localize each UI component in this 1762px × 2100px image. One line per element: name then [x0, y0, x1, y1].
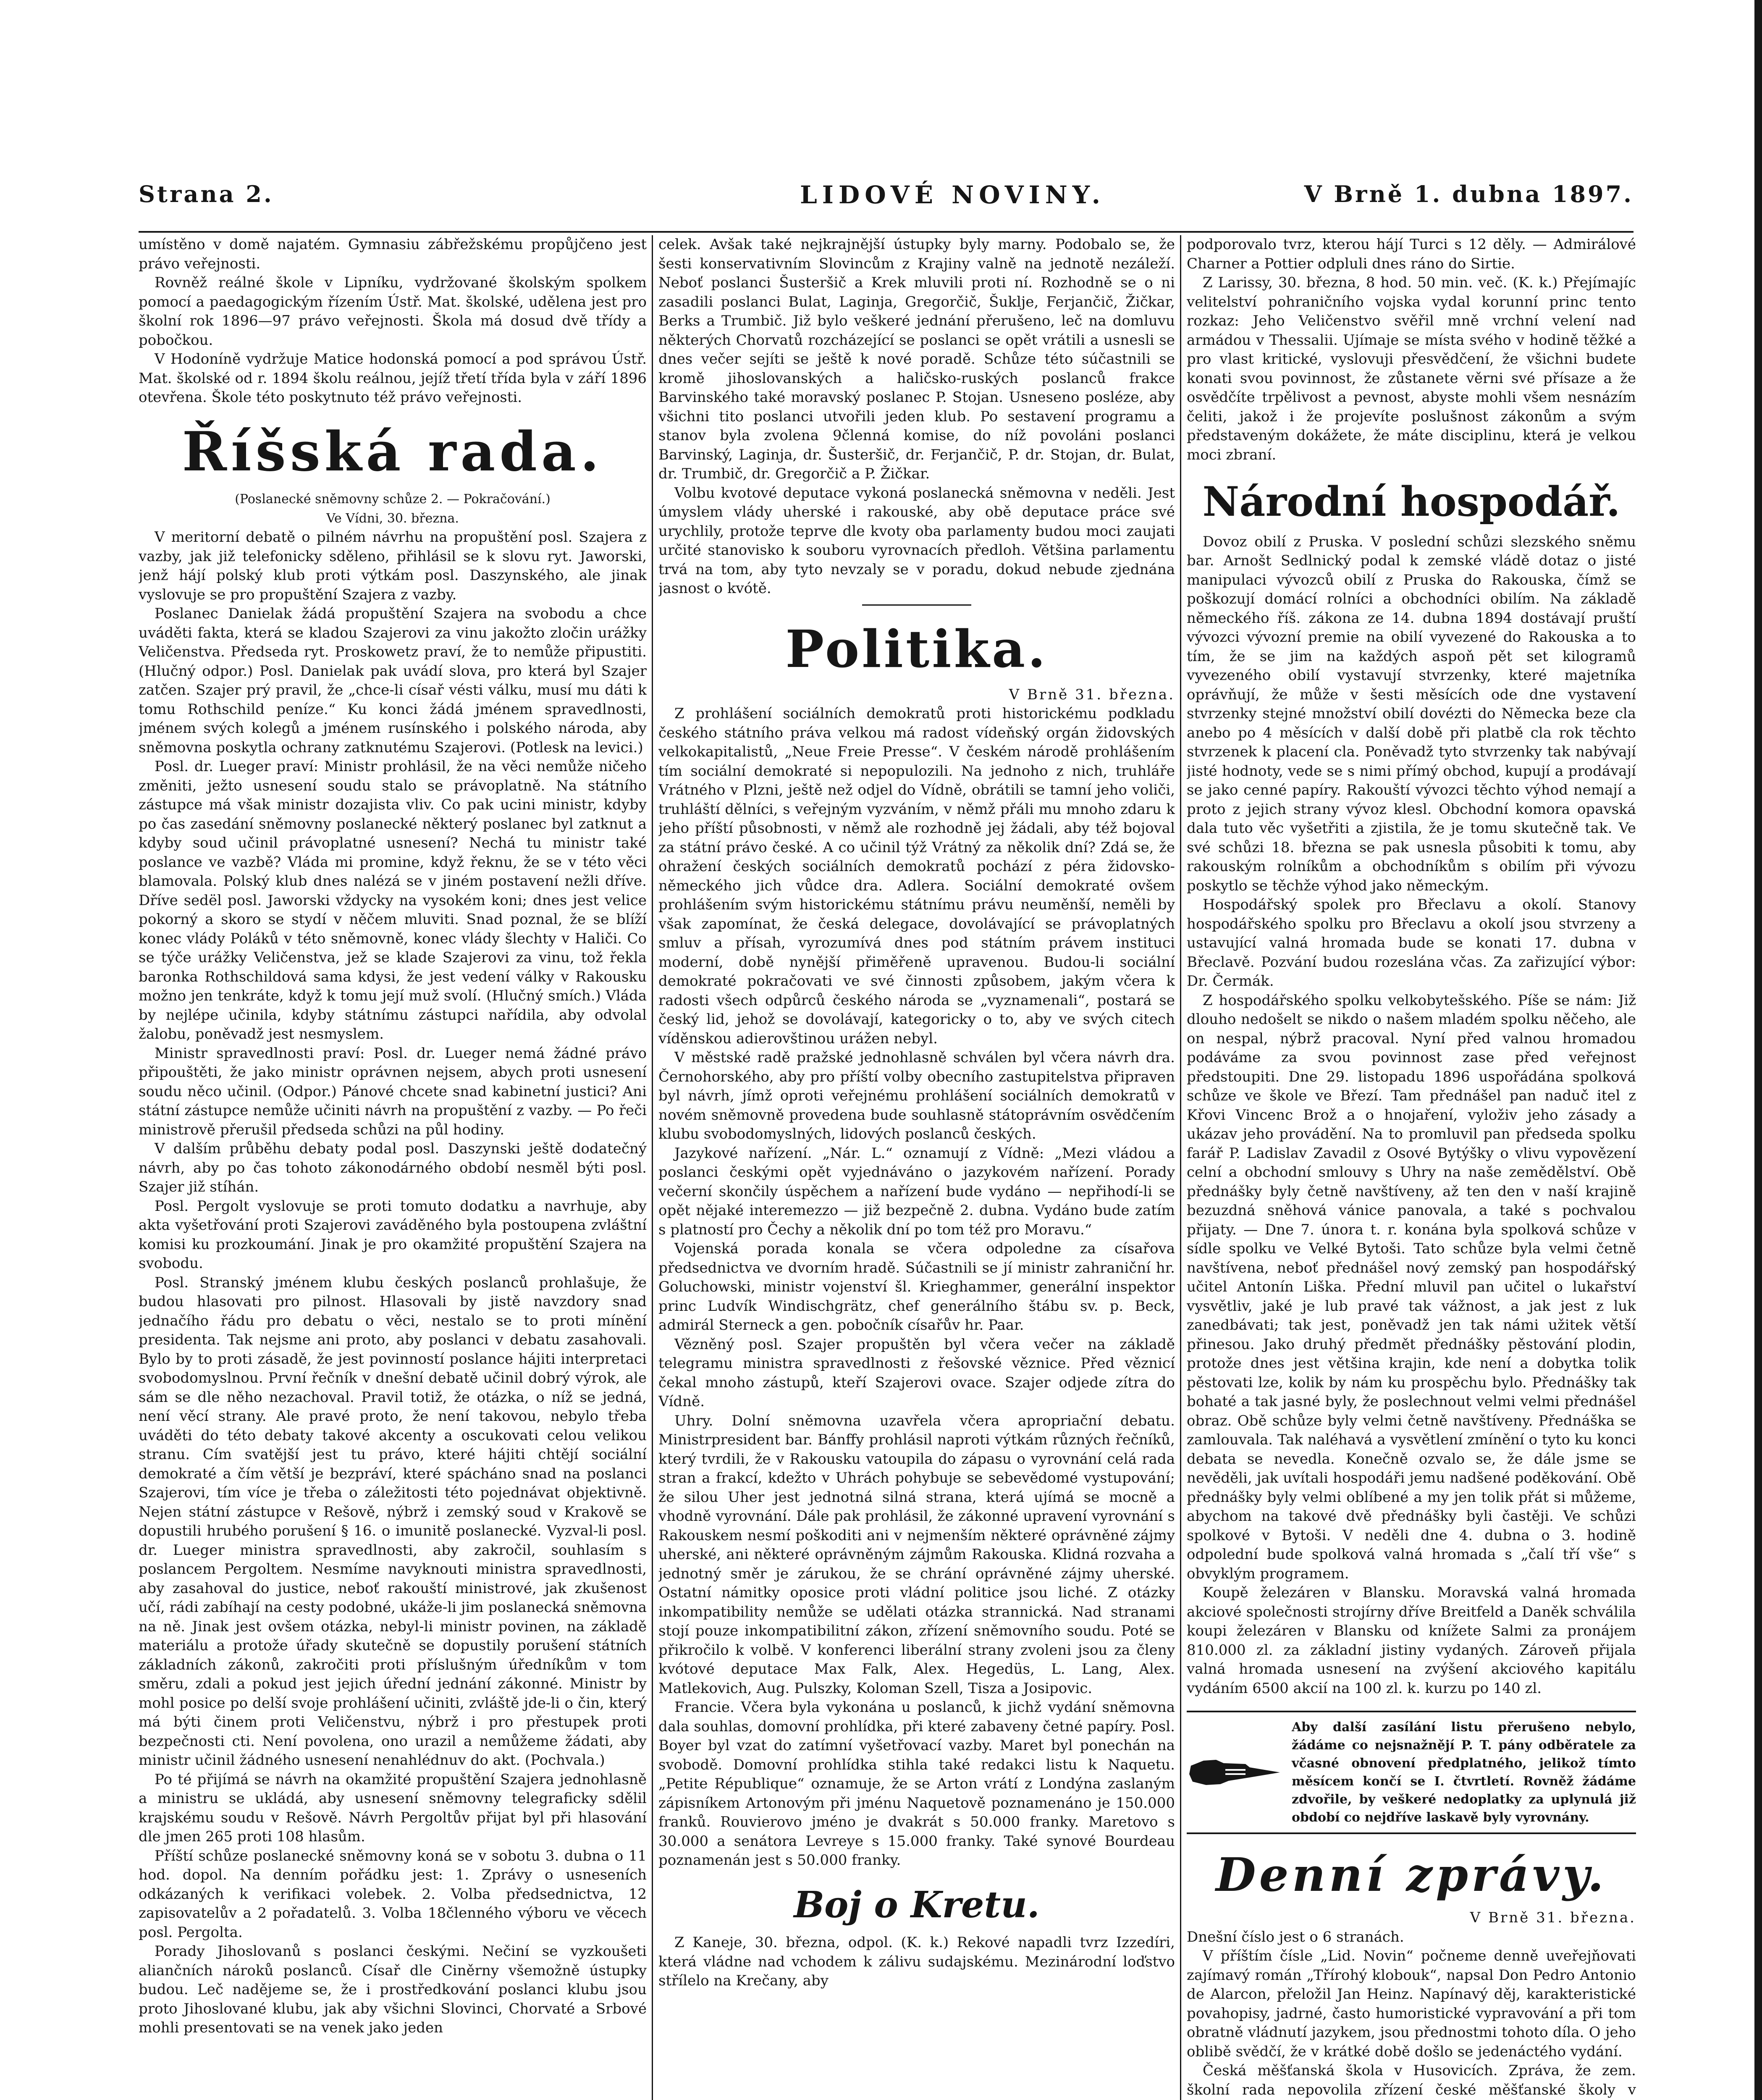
article-paragraph: Z Larissy, 30. března, 8 hod. 50 min. več. (K. k.) Přejímajíc velitelství pohraničního vojska vydal korunní princ tento rozkaz: Jeho Veličenstvo svěřil mně vrchní velení nad armádou v Thessalii. Ujímaje se místa svého v hodině těžké a pro vlast kritické, vyslovuji přesvědčení, že všichni budete konati svou povinnost, že zůstanete věrni své přísaze a že osvědčíte trpělivost a pevnost, abyste mohli všem nesnázím čeliti, jakož i že projevíte poslušnost zákonům a svým představeným dokážete, že máte disciplinu, která je velkou moci zbraní. [1187, 274, 1636, 463]
article-paragraph: Z hospodářského spolku velkobytešského. Píše se nám: Již dlouho nedošelt se nikdo o našem mladém spolku něčeho, ale on nespal, nýbrž pracoval. Nyní před valnou hromadou podáváme za svou povinnost zase před veřejnost předstoupiti. Dne 29. listopadu 1896 uspořádána spolková schůze ve škole ve Březí. Tam přednášel pan naduč itel z Křovi Vincenc Brož a o hnojaření, vyloživ jeho zásady a ukázav jeho provádění. Na to promluvil pan předseda spolku farář P. Ladislav Zavadil z Osové Bytýšky o vlivu vypovězení celní a obchodní smlouvy s Uhry na naše zemědělství. Obě přednášky byly četně navštíveny, až ten den v naší krajině bezuzdná sněhová vánice panovala, a také s pochvalou přijaty. — Dne 7. února t. r. konána byla spolková schůze v sídle spolku ve Velké Bytoši. Tato schůze byla velmi četně navštívena, neboť přednášel nový zemský pan hospodářský učitel Antonín Liška. Přední mluvil pan učitel o lukařství vysvětliv, jaké je lub pravé tak vážnost, a jak jest z luk zanedbávati; tak jest, poněvadž jen tak námi užitek větší přinesou. Jako druhý předmět přednášky pěstování plodin, protože dnes jest většina krajin, kde není a dobytka tolik pěstovati lze, kolik by nám ku prospěchu bylo. Přednášky tak bohaté a tak jasné byly, že poslechnout velmi velmi přednášel obraz. Obě schůze byly velmi četně navštíveny. Přednáška se zamlouvala. Tak naléhavá a vysvětlení zmínění o tyto ku konci debata se nevedla. Konečně ozvalo se, že dále jsme se nevěděli, jak uvítali hospodáři jemu nadšené poděkování. Obě přednášky byly velmi oblíbené a my jen tolik přát si můžeme, abychom na takové dvě přednášky byli častěji. Ve schůzi spolkové v Bytoši. V neděli dne 4. dubna o 3. hodině odpolední bude spolková valná hromada s „čalí tří vše“ s obvyklým programem. [1187, 992, 1636, 1582]
notice-text: Aby další zasílání listu přerušeno nebylo, žádáme co nejsnažnějí P. T. pány odběratele za včasné obnovení předplatného, jelikož tímto měsícem končí se I. čtvrtletí. Rovněž žádáme zdvořile, by veškeré nedoplatky za uplynulá již období co nejdříve laskavě byly vyrovnány. [1292, 1720, 1636, 1825]
section-heading-narodni-hospodar: Národní hospodář. [1202, 478, 1620, 525]
article-paragraph: Z prohlášení sociálních demokratů proti historickému podkladu českého státního práva velkou má radost vídeňský orgán židovských velkokapitalistů, „Neue Freie Presse“. V českém národě prohlášením tím sociální demokraté si nepopulozili. Na jednoho z nich, truhláře Vrátného v Plzni, ještě než odjel do Vídně, obrátili se tamní jeho voliči, truhláští dělníci, s veřejným vyzváním, v němž přáli mu mnoho zdaru k jeho příští působnosti, v němž ale rozhodně jej žádali, aby též bojoval za státní právo české. A co učinil týž Vrátný za několik dní? Zdá se, že ohražení českých sociálních demokratů pochází z péra židovsko-německého jich vůdce dra. Adlera. Sociální demokraté ovšem prohlášením svým historickému státnímu právu neuměnší, neměli by však zapomínat, že česká delegace, dovolávající se právoplatných smluv a přísah, vyrozumívá dnes pod státním právem instituci moderní, době nynější přiměřeně upravenou. Budou-li sociální demokraté pokračovati ve své činnosti způsobem, jakým včera k radosti všech odpůrců českého národa se „vyznamenali“, postará se český lid, jehož se dovolávají, kategoricky o to, aby ve svých citech víděnskou adierovštinou urážen nebyl. [658, 705, 1175, 1047]
article-paragraph: Z Kaneje, 30. března, odpol. (K. k.) Rekové napadli tvrz Izzedíri, která vládne nad vchodem k zálivu sudajskému. Mezinárodní loďstvo střílelo na Krečany, aby [658, 1934, 1175, 1990]
article-paragraph: Porady Jihoslovanů s poslanci českými. Nečiní se vyzkoušeti aliančních nároků poslanců. Císař dle Ciněrny všemožně ústupky budou. Leč nadějeme se, že i prostředkování poslanci klubu jsou proto Jihoslované klubu, jak aby všichni Slovinci, Chorvaté a Srbové mohli presentovati se na venek jako jeden [139, 1943, 647, 2037]
article-paragraph: Česká měšťanská škola v Husovicích. Zpráva, že zem. školní rada nepovolila zřízení české měšťanské školy v [1187, 2062, 1636, 2098]
section-dateline: Ve Vídni, 30. března. [326, 511, 459, 526]
article-paragraph: Posl. Pergolt vyslovuje se proti tomuto dodatku a navrhuje, aby akta vyšetřování proti Szajerovi zaváděného byla postoupena zvláštní komisi ku prozkoumání. Jinak je pro okamžité propuštění Szajera na svobodu. [139, 1197, 647, 1272]
section-dateline: V Brně 31. března. [1009, 686, 1175, 703]
article-paragraph: Po té přijímá se návrh na okamžité propuštění Szajera jednohlasně a ministru se ukládá, aby usnesení sněmovny telegraficky sdělil krajskému soudu v Rešově. Návrh Pergoltův přijat byl při hlasování dle jmen 265 proti 108 hlasům. [139, 1771, 647, 1845]
page-label: Strana 2. [139, 181, 274, 207]
article-paragraph: Poslanec Danielak žádá propuštění Szajera na svobodu a chce uváděti fakta, která se kladou Szajerovi za vinu jakožto zločin urážky Veličenstva. Předseda ryt. Proskowetz praví, že to nemůže připustiti. (Hlučný odpor.) Posl. Danielak pak uvádí slova, pro která byl Szajer zatčen. Szajer prý pravil, že „chce-li císař vésti válku, musí mu dáti k tomu Rothschild peníze.“ Ku konci žádá jménem spravedlnosti, jménem svých kolegů a jménem rusínského i polského národa, aby sněmovna poskytla ochrany zatknutému Szajerovi. (Potlesk na levici.) [139, 605, 647, 756]
pointing-hand-icon [1187, 1756, 1283, 1789]
article-paragraph: V dalším průběhu debaty podal posl. Daszynski ještě dodatečný návrh, aby po čas tohoto zákonodárného období nesměl býti posl. Szajer již stíhán. [139, 1140, 647, 1196]
article-paragraph: V městské radě pražské jednohlasně schválen byl včera návrh dra. Černohorského, aby pro příští volby obecního zastupitelstva připraven byl návrh, jímž oproti veřejnému prohlášení sociálních demokratů v novém sněmovně provedena bude souhlasně státoprávním osvědčením klubu svobodomyslných, lidových poslanců českých. [658, 1049, 1175, 1143]
article-paragraph: celek. Avšak také nejkrajnější ústupky byly marny. Podobalo se, že šesti konservativním Slovincům z Krajiny valně na jednotě nezáleží. Neboť poslanci Šusteršič a Krek mluvili proti ní. Rozhodně se o ni zasadili poslanci Bulat, Laginja, Gregorčič, Šuklje, Ferjančič, Žičkar, Berks a Trumbič. Již bylo veškeré jednání přerušeno, leč na domluvu některých Chorvatů rozcházející se poslanci se opět vrátili a usnesli se dnes večer sejíti se ještě k nové poradě. Schůze této súčastnili se kromě jihoslovanských a haličsko-ruských poslanců frakce Barvinského také moravský poslanec P. Stojan. Usneseno posléze, aby všichni tito poslanci utvořili jeden klub. Po sestavení programu a stanov byla zvolena 9členná komise, do níž povoláni poslanci Barvinský, Laginja, dr. Šusteršič, dr. Ferjančič, P. dr. Stojan, dr. Bulat, dr. Trumbič, dr. Gregorčič a P. Žičkar. [658, 236, 1175, 482]
section-heading-risska-rada: Říšská rada. [182, 420, 603, 483]
column-divider [652, 235, 653, 2100]
article-paragraph: Hospodářský spolek pro Břeclavu a okolí. Stanovy hospodářského spolku pro Břeclavu a okolí jsou stvrzeny a ustavující valná hromada bude se konati 17. dubna v Břeclavě. Pozvání budou rozeslána včas. Za zařizující výbor: Dr. Čermák. [1187, 896, 1636, 990]
article-paragraph: Koupě železáren v Blansku. Moravská valná hromada akciové společnosti strojírny dříve Breitfeld a Daněk schválila koupi železáren v Blansku od knížete Salmi za pronájem 810.000 zl. za základní jistiny vydaných. Zároveň přijala valná hromada usnesení na zvýšení akciového kapitálu vydáním 6500 akcií na 100 zl. k. kurzu po 140 zl. [1187, 1584, 1636, 1697]
article-paragraph: Vojenská porada konala se včera odpoledne za císařova předsednictva ve dvorním hradě. Súčastnili se jí ministr zahraniční hr. Goluchowski, ministr vojenství šl. Krieghammer, generální inspektor princ Ludvík Windischgrätz, chef generálního štábu sv. p. Beck, admirál Sterneck a gen. pobočník císařův hr. Paar. [658, 1240, 1175, 1334]
article-paragraph: podporovalo tvrz, kterou hájí Turci s 12 děly. — Admirálové Charner a Pottier odpluli dnes ráno do Sirtie. [1187, 236, 1636, 272]
article-paragraph: V příštím čísle „Lid. Novin“ počneme denně uveřejňovati zajímavý román „Třírohý klobouk“, napsal Don Pedro Antonio de Alarcon, přeložil Jan Heinz. Napínavý děj, karakteristické povahopisy, jadrné, často humoristické vypravování a při tom obratně vládnutí jazykem, jsou přednostmi tohoto díla. O jeho oblibě svědčí, že v krátké době došlo se jedenáctého vydání. [1187, 1948, 1636, 2060]
article-paragraph: Posl. Stranský jménem klubu českých poslanců prohlašuje, že budou hlasovati pro pilnost. Hlasovali by jistě navzdory snad jednačího řádu pro debatu o věci, nestalo se to proti mínění presidenta. Tak nejsme ani proto, aby poslanci v debatu zasahovali. Bylo by to proti zásadě, že jest povinností poslance hájiti interpretaci svobodomyslnou. První řečník v dnešní debatě učinil dobrý výrok, ale sám se dle něho nezachoval. Pravil totiž, že otázka, o níž se jedná, není věcí strany. Ale pravé proto, že není takovou, nebylo třeba uváděti do této debaty takové akcenty a oscukovati celou velikou stranu. Cím svatější jest tu právo, které hájiti chtějí sociální demokraté a čím větší je bezpráví, které spácháno snad na poslanci Szajerovi, tím více je třeba o záležitosti této pojednávat objektivně. Nejen státní zástupce v Rešově, nýbrž i zemský soud v Krakově se dopustili hrubého porušení § 16. o imunitě poslanecké. Vyzval-li posl. dr. Lueger ministra spravedlnosti, aby zakročil, souhlasím s poslancem Pergoltem. Nesmíme navyknouti ministra spravedlnosti, aby zasahoval do justice, neboť rakouští ministrové, jak zkušenost učí, rádi zabíhají na cesty podobné, ukáže-li jim poslanecká sněmovna na ně. Jinak jest ovšem otázka, nebyl-li ministr povinen, na základě materiálu a protože úřady skutečně se dopustily porušení státních základních zákonů, zakročiti proti příslušným úředníkům v tom směru, zdali a pokud jest jejich úřední jednání zákonné. Ministr by mohl posice po delší svoje prohlášení učiniti, zvláště jde-li o čin, který má býti činem proti Veličenstvu, nýbrž i pro přestupek proti bezpečnosti cti. Není povolena, ono urazil a nemůžeme žádati, aby ministr učinil žádného usnesení nenahlédnuv do akt. (Pochvala.) [139, 1274, 647, 1769]
section-divider [862, 604, 971, 606]
scan-edge-line [1754, 0, 1762, 2100]
subscription-notice [1187, 1711, 1636, 1834]
article-paragraph: Volbu kvotové deputace vykoná poslanecká sněmovna v neděli. Jest úmyslem vlády uherské i rakouské, aby obě deputace práce své urychlily, protože teprve dle kvoty oba parlamenty budou moci zaujati určité stanovisko k souboru vyrovnacích předloh. Většina parlamentu trvá na tom, aby tyto nevzaly se v poradu, dokud nebude zjednána jasnost o kvótě. [658, 484, 1175, 597]
page-header [139, 181, 1634, 233]
section-dateline: V Brně 31. března. [1470, 1909, 1636, 1927]
article-paragraph: Posl. dr. Lueger praví: Ministr prohlásil, že na věci nemůže ničeho změniti, ježto usnesení soudu stalo se právoplatně. Na státního zástupce má však ministr dozajista vliv. Co pak ucini ministr, kdyby po čas zasedání sněmovny poslanecké některý poslanec byl zatknut a kdyby soud učinil právoplatné usnesení? Nechá tu ministr také poslance ve vazbě? Vláda mi promine, když řeknu, že se v této věci blamovala. Polský klub dnes nalézá se v jiném postavení nežli dříve. Dříve sedël posl. Jaworski vždycky na vysokém koni; dnes jest velice pokorný a skoro se stydí v něčem mluviti. Snad poznal, že se blíží konec vlády Poláků v této sněmovně, konec vlády šlechty v Haliči. Co se týče urážky Veličenstva, jež se klade Szajerovi za vinu, tož řekla baronka Rothschildová sama kdysi, že jest vedení války v Rakousku možno jen tenkráte, když k tomu její muž svolí. (Hlučný smích.) Vláda by nejlépe učinila, kdyby státnímu zástupci nařídila, aby odvolal žalobu, poněvadž jest nesmyslem. [139, 758, 647, 1043]
article-paragraph: Francie. Včera byla vykonána u poslanců, k jichž vydání sněmovna dala souhlas, domovní prohlídka, při které zabaveny četné papíry. Posl. Boyer byl vzat do zatímní vyšetřovací vazby. Maret byl ponechán na svobodě. Domovní prohlídka stihla také redakci listu k Naquetu. „Petite République“ oznamuje, že se Arton vrátí z Londýna zaslaným zápisníkem Artonovým při jménu Naquetově poznamenáno je 150.000 franků. Rouvierovo jméno je dvakrát s 50.000 franky. Maretovo s 30.000 a senátora Levreye s 15.000 franky. Také synové Bourdeau poznamenán jest s 50.000 franky. [658, 1699, 1175, 1869]
article-paragraph: Rovněž reálné škole v Lipníku, vydržované školským spolkem pomocí a paedagogickým řízením Ústř. Mat. školské, udělena jest pro školní rok 1896—97 právo veřejnosti. Škola má dosud dvě třídy a pobočkou. [139, 274, 647, 349]
article-paragraph: Ministr spravedlnosti praví: Posl. dr. Lueger nemá žádné právo připouštěti, že jako ministr oprávnen nejsem, abych proti usnesení soudu něco učinil. (Odpor.) Pánové chcete snad kabinetní justici? Ani státní zástupce nemůže učiniti návrh na propuštění z vazby. — Po řeči ministrově přerušil předseda schůzi na půl hodiny. [139, 1045, 647, 1138]
article-paragraph: Příští schůze poslanecké sněmovny koná se v sobotu 3. dubna o 11 hod. dopol. Na denním pořádku jest: 1. Zprávy o usneseních odkázaných k verifikaci volebek. 2. Volba předsednictva, 12 zapisovatelův a 2 pořadatelů. 3. Volba 18členného výboru ve věcech posl. Pergolta. [139, 1847, 647, 1941]
article-paragraph: Jazykové nařízení. „Nár. L.“ oznamují z Vídně: „Mezi vládou a poslanci českými opět vyjednáváno o jazykovém nařízení. Porady večerní skončily úspěchem a nařízení bude vydáno — nepřihodí-li se opět nějaké interemezzo — již bezpečně 2. dubna. Vydáno bude zatím s platností pro Čechy a několik dní po tom též pro Moravu.“ [658, 1144, 1175, 1238]
article-paragraph: Dnešní číslo jest o 6 stranách. [1187, 1928, 1404, 1945]
column-divider [1180, 235, 1181, 2100]
masthead: LIDOVÉ NOVINY. [800, 181, 1105, 209]
article-paragraph: Uhry. Dolní sněmovna uzavřela včera apropriační debatu. Ministrpresident bar. Bánffy prohlásil naproti výtkám různých řečníků, který tvrdili, že v Rakousku vatoupila do zápasu o vyrovnání celá rada stran a frakcí, kdežto v Uhrách pohybuje se sebevědomé vystupování; že silou Uher jest jednotná silná strana, která ujímá se mocně a vhodně vyrovnání. Dále pak prohlásil, že zákonné upravení vyrovnání s Rakouskem nesmí poškoditi ani v nejmenším některé oprávněné zájmy uherské, ani některé oprávněným zájmům Rakouska. Klidná rozvaha a jednotný směr je zárukou, že se chrání oprávněné zájmy uherské. Ostatní námitky oposice proti vládní politice jsou liché. Z otázky inkompatibility nemůže se udělati otázka strannická. Nad stranami stojí pouze inkompatibilitní zákon, zřízení sněmovního soudu. Poté se přikročilo k volbě. V konferenci liberální strany zvoleni jsou za členy kvótové deputace Max Falk, Alex. Hegedüs, L. Lang, Alex. Matlekovich, Aug. Pulszky, Koloman Szell, Tisza a Josipovic. [658, 1412, 1175, 1697]
section-heading-boj-o-kretu: Boj o Kretu. [794, 1883, 1040, 1926]
issue-date: V Brně 1. dubna 1897. [1304, 181, 1634, 207]
section-heading-denni-zpravy: Denní zprávy. [1216, 1848, 1607, 1902]
column-3 [1187, 235, 1636, 2100]
column-1 [139, 235, 647, 2100]
article-paragraph: V Hodoníně vydržuje Matice hodonská pomocí a pod správou Ústř. Mat. školské od r. 1894 školu reálnou, jejíž třetí třída byla v září 1896 otevřena. Škole této poskytnuto též právo veřejnosti. [139, 351, 647, 406]
column-2 [658, 235, 1175, 2100]
article-paragraph: Dovoz obilí z Pruska. V poslední schůzi slezského sněmu bar. Arnošt Sedlnický podal k zemské vládě dotaz o jisté manipulaci vývozců obilí z Pruska do Rakouska, čímž se poškozují domácí rolníci a obchodníci obilím. Na základě německého říš. zákona ze 14. dubna 1894 dostávají pruští vývozci vývozní premie na obilí vyvezené do Rakouska a to tím, že se jim na každých aspoň pět set kilogramů vyvezeného obilí vystavují stvrzenky, které majetníka oprávňují, že může v šesti měsících ode dne vystavení stvrzenky stejné množství obilí dovézti do Německa beze cla anebo po 4 měsících v další době při platbě cla rok těchto stvrzenek k placení cla. Poněvadž tyto stvrzenky tak nabývají jisté hodnoty, vede se s nimi přímý obchod, kupují a prodávají se jako cenné papíry. Rakouští vývozci těchto výhod nemají a proto z jejich strany vývoz klesl. Obchodní komora opavská dala tuto věc vyšetřiti a zjistila, že je tomu skutečně tak. Ve své schůzi 18. března se pak usnesla působiti k tomu, aby rakouským rolníkům a obchodníkům s obilím při vývozu poskytlo se těchže výhod jako německým. [1187, 533, 1636, 894]
article-paragraph: V meritorní debatě o pilném návrhu na propuštění posl. Szajera z vazby, jak již telefonicky sděleno, přihlásil se k slovu ryt. Jaworski, jenž hájí polský klub proti výtkám posl. Daszynského, ale jinak vyslovuje se pro propuštění Szajera z vazby. [139, 529, 647, 603]
section-heading-politika: Politika. [785, 618, 1048, 679]
article-paragraph: umístěno v domě najatém. Gymnasiu zábřežskému propůjčeno jest právo veřejnosti. [139, 236, 647, 272]
article-paragraph: Vězněný posl. Szajer propuštěn byl včera večer na základě telegramu ministra spravedlnosti z řešovské věznice. Před věznicí čekal mnoho zástupů, kteří Szajerovi ovace. Szajer odjede zítra do Vídně. [658, 1336, 1175, 1410]
section-byline: (Poslanecké sněmovny schůze 2. — Pokračování.) [235, 492, 551, 507]
